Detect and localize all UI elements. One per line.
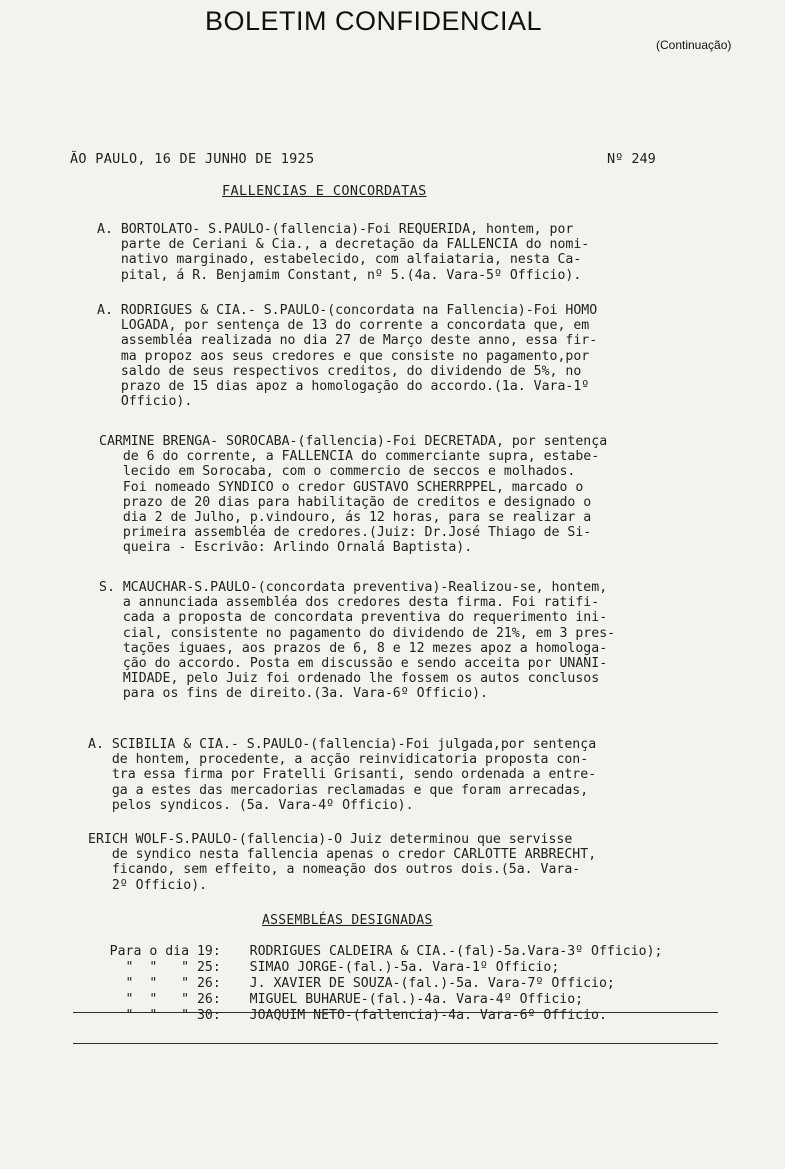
assemblea-row (62, 992, 663, 1023)
assemblea-date: " " " 26: (109, 976, 221, 991)
entry-erich-wolf: ERICH WOLF-S.PAULO-(fallencia)-O Juiz determinou que servisse de syndico nesta fallencia apenas o credor CARLOTTE ARBRECHT, ficando, sem effeito, a nomeação dos outros dois.(5a. Vara- 2º Officio). (88, 832, 597, 893)
divider-rule (73, 1012, 718, 1013)
continuation-label: (Continuação) (656, 38, 732, 52)
assemblea-row (62, 976, 663, 1007)
entry-mcauchar: S. MCAUCHAR-S.PAULO-(concordata preventiva)-Realizou-se, hontem, a annunciada assembléa dos credores desta firma. Foi ratifi- cada a proposta de concordata preventiva do requerimento ini- cial, consistente no pagamento do dividendo de 21%, em 3 pres- tações iguaes, aos prazos de 6, 8 e 12 mezes apoz a homologa- ção do accordo. Posta em discussão e sendo acceita por UNANI- MIDADE, pelo Juiz foi ordenado lhe fossem os autos conclusos para os fins de direito.(3a. Vara-6º Officio). (99, 580, 616, 702)
assemblea-row (62, 928, 663, 959)
entry-carmine-brenga: CARMINE BRENGA- SOROCABA-(fallencia)-Foi DECRETADA, por sentença de 6 do corrente, a FALLENCIA do commerciante supra, estabe- lecido em Sorocaba, com o commercio de seccos e molhados. Foi nomeado SYNDICO o credor GUSTAVO SCHERRPPEL, marcado o prazo de 20 dias para habilitação de creditos e designado o dia 2 de Julho, p.vindouro, ás 12 horas, para se realizar a primeira assembléa de credores.(Juiz: Dr.José Thiago de Si- queira - Escrivão: Arlindo Ornalá Baptista). (99, 434, 608, 556)
assemblea-date: Para o dia 19: (109, 944, 221, 959)
section-title: FALLENCIAS E CONCORDATAS (222, 183, 427, 199)
assembleas-title: ASSEMBLÉAS DESIGNADAS (262, 913, 433, 928)
entry-scibilia: A. SCIBILIA & CIA.- S.PAULO-(fallencia)-Foi julgada,por sentença de hontem, procedente, a acção reinvidicatoria proposta con- tra essa firma por Fratelli Grisanti, sendo ordenada a entre- ga a estes das mercadorias reclamadas e que foram arrecadas, pelos syndicos. (5a. Vara-4º Officio). (88, 737, 597, 813)
dateline-place-date: ÃO PAULO, 16 DE JUNHO DE 1925 (70, 151, 315, 167)
assemblea-text: J. XAVIER DE SOUZA-(fal.)-5a. Vara-7º Officio; (249, 976, 615, 991)
assemblea-row (62, 944, 663, 975)
assemblea-text: MIGUEL BUHARUE-(fal.)-4a. Vara-4º Officio; (249, 992, 584, 1007)
assemblea-row (62, 960, 663, 991)
assemblea-text: SIMAO JORGE-(fal.)-5a. Vara-1º Officio; (249, 960, 560, 975)
assemblea-date: " " " 30: (109, 1008, 221, 1023)
divider-rule (73, 1043, 718, 1044)
assemblea-text: JOAQUIM NETO-(fallencia)-4a. Vara-6º Officio. (249, 1008, 607, 1023)
assemblea-text: RODRIGUES CALDEIRA & CIA.-(fal)-5a.Vara-3º Officio); (249, 944, 663, 959)
assemblea-date: " " " 26: (109, 992, 221, 1007)
assembleas-list (62, 928, 663, 1023)
assemblea-date: " " " 25: (109, 960, 221, 975)
bulletin-title: BOLETIM CONFIDENCIAL (205, 6, 543, 36)
bulletin-number: Nº 249 (607, 151, 656, 167)
entry-rodrigues: A. RODRIGUES & CIA.- S.PAULO-(concordata na Fallencia)-Foi HOMO LOGADA, por sentença de 13 do corrente a concordata que, em assembléa realizada no dia 27 de Março deste anno, essa fir- ma propoz aos seus credores e que consiste no pagamento,por saldo de seus respectivos creditos, do dividendo de 5%, no prazo de 15 dias apoz a homologação do accordo.(1a. Vara-1º Officio). (97, 303, 598, 410)
entry-bortolato: A. BORTOLATO- S.PAULO-(fallencia)-Foi REQUERIDA, hontem, por parte de Ceriani & Cia., a decretação da FALLENCIA do nomi- nativo marginado, estabelecido, com alfaiataria, nesta Ca- pital, á R. Benjamim Constant, nº 5.(4a. Vara-5º Officio). (97, 222, 590, 283)
